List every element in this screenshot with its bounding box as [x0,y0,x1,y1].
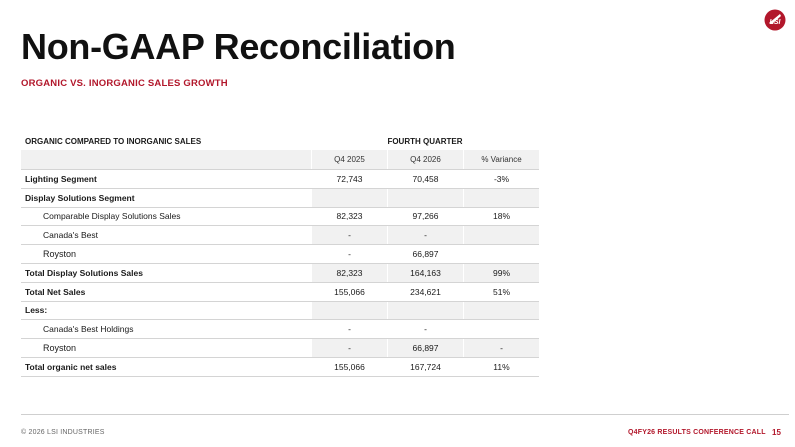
column-header-blank [21,150,311,169]
cell-variance [463,302,539,320]
page-subtitle: ORGANIC VS. INORGANIC SALES GROWTH [21,78,228,89]
column-header-q4-2026: Q4 2026 [387,150,463,169]
table-row [21,170,539,189]
cell-q4-2026: - [387,320,463,338]
table-row [21,302,539,321]
row-label: Comparable Display Solutions Sales [43,211,181,222]
column-header-row [21,150,539,170]
cell-q4-2025 [311,189,387,207]
row-label: Display Solutions Segment [25,192,135,203]
cell-q4-2026: 167,724 [387,358,463,376]
cell-variance [463,245,539,263]
cell-variance [463,189,539,207]
row-label: Total Net Sales [25,286,86,297]
row-label: Canada's Best [43,230,99,241]
table-row [21,283,539,302]
table-row [21,189,539,208]
cell-variance: 18% [463,208,539,226]
table-row [21,320,539,339]
reconciliation-table [21,133,539,377]
cell-variance: 99% [463,264,539,282]
table-row [21,226,539,245]
table-header-row [21,133,539,150]
table-row [21,358,539,377]
row-label: Less: [25,305,48,316]
row-label: Royston [43,343,77,354]
row-label: Canada's Best Holdings [43,324,134,335]
cell-q4-2025: 82,323 [311,208,387,226]
cell-variance: - [463,339,539,357]
row-label: Royston [43,249,77,260]
cell-q4-2025: - [311,339,387,357]
cell-q4-2026: 234,621 [387,283,463,301]
row-label: Lighting Segment [25,173,97,184]
table-row [21,245,539,264]
cell-q4-2026: 66,897 [387,245,463,263]
table-row [21,208,539,227]
cell-q4-2025: - [311,320,387,338]
cell-q4-2025 [311,302,387,320]
cell-variance: -3% [463,170,539,188]
page-number: 15 [772,428,781,437]
cell-q4-2026: 97,266 [387,208,463,226]
page-title: Non-GAAP Reconciliation [21,26,456,67]
cell-q4-2025: 155,066 [311,283,387,301]
cell-q4-2026 [387,189,463,207]
column-header-variance: % Variance [463,150,539,169]
cell-q4-2026: - [387,226,463,244]
cell-variance: 11% [463,358,539,376]
cell-variance: 51% [463,283,539,301]
row-label: Total organic net sales [25,361,117,372]
lsi-logo-text: LSI [769,19,781,26]
footer-copyright: © 2026 LSI INDUSTRIES [21,429,105,436]
cell-q4-2025: - [311,245,387,263]
lsi-logo-icon [764,9,786,31]
group-header: FOURTH QUARTER [387,137,463,146]
cell-q4-2025: 82,323 [311,264,387,282]
column-header-q4-2025: Q4 2025 [311,150,387,169]
cell-q4-2025: 72,743 [311,170,387,188]
cell-q4-2026: 164,163 [387,264,463,282]
cell-q4-2026: 66,897 [387,339,463,357]
table-row [21,264,539,283]
footer-event: Q4FY26 RESULTS CONFERENCE CALL [628,429,766,436]
cell-variance [463,226,539,244]
table-row [21,339,539,358]
footer-divider [21,414,789,415]
cell-q4-2025: - [311,226,387,244]
cell-q4-2026 [387,302,463,320]
cell-q4-2026: 70,458 [387,170,463,188]
row-label: Total Display Solutions Sales [25,267,143,278]
cell-variance [463,320,539,338]
table-label: ORGANIC COMPARED TO INORGANIC SALES [25,137,202,146]
cell-q4-2025: 155,066 [311,358,387,376]
